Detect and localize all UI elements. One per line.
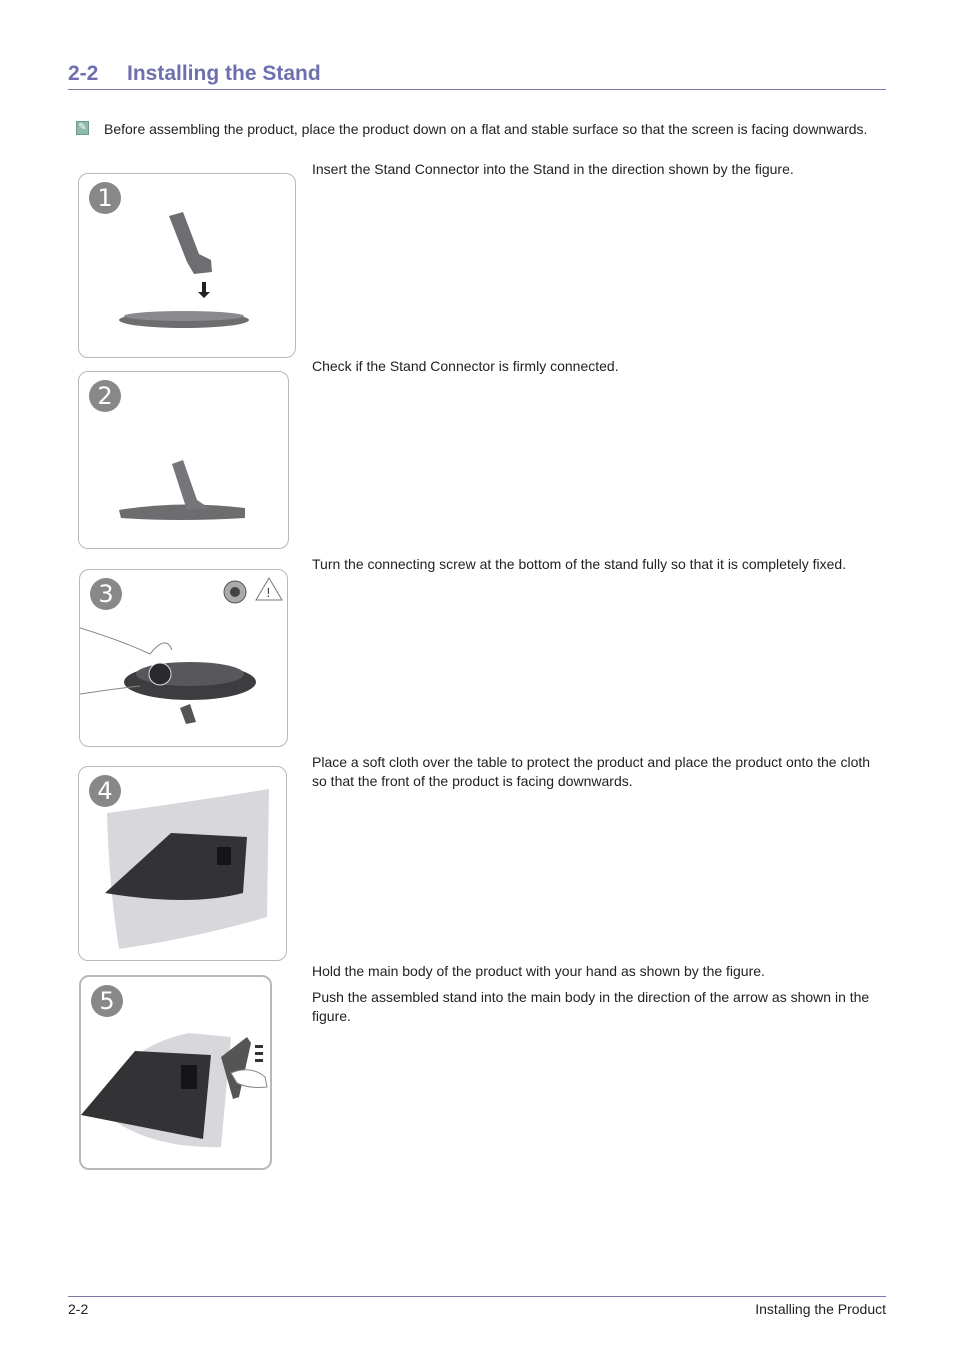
step-paragraph: Hold the main body of the product with your hand as shown by the figure. (312, 963, 765, 979)
section-title: Installing the Stand (127, 62, 321, 85)
step-badge: 5 (91, 985, 123, 1017)
step-badge: 3 (90, 578, 122, 610)
step-1-text (312, 160, 887, 186)
step-paragraph: Place a soft cloth over the table to protect the product and place the product onto the cloth so that the front of the product is facing downwards. (312, 754, 871, 789)
step-3-figure (79, 569, 288, 747)
note (76, 120, 888, 140)
footer-section-name: Installing the Product (755, 1301, 886, 1317)
step-3-text (312, 555, 887, 581)
page-footer (68, 1296, 886, 1317)
page-number: 2-2 (68, 1301, 89, 1317)
step-paragraph: Turn the connecting screw at the bottom of the stand fully so that it is completely fixed. (312, 556, 847, 572)
step-5-text (312, 962, 887, 1033)
step-badge: 2 (89, 380, 121, 412)
step-1-figure (78, 173, 296, 358)
step-paragraph: Insert the Stand Connector into the Stand in the direction shown by the figure. (312, 161, 794, 177)
step-badge: 1 (89, 182, 121, 214)
step-4-figure (78, 766, 287, 961)
section-header (68, 62, 886, 90)
step-5-figure (79, 975, 272, 1170)
note-icon: ✎ (76, 121, 89, 135)
section-number: 2-2 (68, 62, 99, 85)
svg-text:!: ! (266, 586, 271, 600)
step-paragraph: Push the assembled stand into the main body in the direction of the arrow as shown in the figure. (312, 989, 870, 1024)
note-text: Before assembling the product, place the product down on a flat and stable surface so that the screen is facing downwards. (104, 121, 868, 137)
step-badge: 4 (89, 775, 121, 807)
step-paragraph: Check if the Stand Connector is firmly connected. (312, 358, 619, 374)
step-4-text (312, 753, 887, 798)
step-2-text (312, 357, 887, 383)
step-2-figure (78, 371, 289, 549)
